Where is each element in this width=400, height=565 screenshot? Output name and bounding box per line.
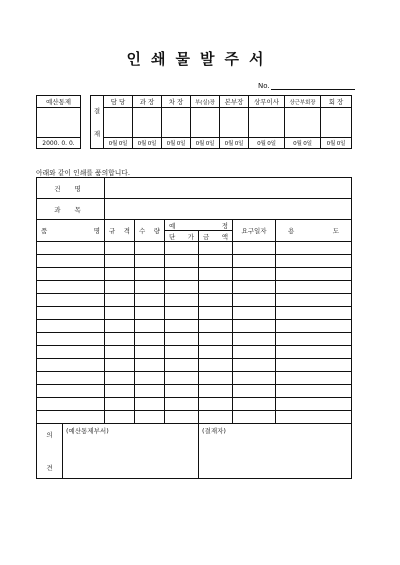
item-cell[interactable]	[37, 398, 105, 411]
document-number	[258, 82, 355, 90]
item-row	[37, 411, 352, 424]
item-cell[interactable]	[165, 398, 199, 411]
item-cell[interactable]	[165, 307, 199, 320]
item-cell[interactable]	[199, 294, 233, 307]
item-cell[interactable]	[105, 294, 135, 307]
item-cell[interactable]	[276, 307, 352, 320]
approver-opinion[interactable]	[199, 424, 352, 479]
item-cell[interactable]	[37, 359, 105, 372]
item-cell[interactable]	[276, 398, 352, 411]
item-cell[interactable]	[135, 242, 165, 255]
item-cell[interactable]	[165, 320, 199, 333]
item-cell[interactable]	[37, 411, 105, 424]
item-cell[interactable]	[276, 294, 352, 307]
document-title: 인쇄물발주서	[126, 50, 274, 68]
item-cell[interactable]	[135, 411, 165, 424]
item-cell[interactable]	[105, 242, 135, 255]
item-cell[interactable]	[276, 320, 352, 333]
item-cell[interactable]	[233, 346, 276, 359]
item-cell[interactable]	[37, 268, 105, 281]
approval-date-1: 0월 0일	[133, 138, 162, 149]
item-cell[interactable]	[105, 333, 135, 346]
approval-date-3: 0월 0일	[191, 138, 220, 149]
column-header-due-date: 요구일자	[233, 220, 276, 242]
item-cell[interactable]	[105, 411, 135, 424]
column-header-item: 품 명	[37, 220, 105, 242]
budget-dept-opinion[interactable]	[63, 424, 199, 479]
approval-position-6: 상근부회장	[285, 96, 321, 108]
approval-position-5: 상무이사	[249, 96, 285, 108]
document-number-blank[interactable]	[271, 82, 355, 90]
item-cell[interactable]	[199, 398, 233, 411]
item-cell[interactable]	[233, 242, 276, 255]
order-form-table	[36, 177, 352, 479]
item-cell[interactable]	[199, 320, 233, 333]
item-cell[interactable]	[199, 307, 233, 320]
item-cell[interactable]	[165, 255, 199, 268]
budget-control-label: 예산통제	[37, 96, 81, 108]
item-row	[37, 372, 352, 385]
approval-side-label	[91, 96, 104, 149]
item-row	[37, 268, 352, 281]
item-cell[interactable]	[199, 372, 233, 385]
subject-label: 건 명	[37, 178, 105, 199]
item-cell[interactable]	[105, 281, 135, 294]
item-cell[interactable]	[37, 346, 105, 359]
approval-signature-4[interactable]	[220, 108, 249, 138]
item-cell[interactable]	[135, 281, 165, 294]
item-cell[interactable]	[165, 281, 199, 294]
item-cell[interactable]	[135, 268, 165, 281]
item-row	[37, 398, 352, 411]
item-cell[interactable]	[233, 398, 276, 411]
item-cell[interactable]	[165, 372, 199, 385]
item-cell[interactable]	[199, 268, 233, 281]
item-cell[interactable]	[165, 333, 199, 346]
item-row	[37, 255, 352, 268]
column-header-qty: 수 량	[135, 220, 165, 242]
approval-date-4: 0월 0일	[220, 138, 249, 149]
item-cell[interactable]	[276, 268, 352, 281]
approval-signature-7[interactable]	[321, 108, 352, 138]
item-cell[interactable]	[233, 333, 276, 346]
item-cell[interactable]	[37, 385, 105, 398]
item-cell[interactable]	[37, 372, 105, 385]
item-cell[interactable]	[135, 385, 165, 398]
item-cell[interactable]	[105, 320, 135, 333]
subject-input[interactable]	[105, 178, 352, 199]
item-cell[interactable]	[233, 294, 276, 307]
account-input[interactable]	[105, 199, 352, 220]
item-cell[interactable]	[165, 268, 199, 281]
item-cell[interactable]	[199, 255, 233, 268]
item-cell[interactable]	[105, 372, 135, 385]
item-row	[37, 320, 352, 333]
approval-date-5: 0월 0일	[249, 138, 285, 149]
item-cell[interactable]	[135, 372, 165, 385]
approval-date-2: 0월 0일	[162, 138, 191, 149]
item-row	[37, 294, 352, 307]
budget-dept-label: (예산통제부서)	[66, 427, 109, 435]
item-cell[interactable]	[233, 411, 276, 424]
item-cell[interactable]	[37, 333, 105, 346]
item-cell[interactable]	[276, 385, 352, 398]
item-cell[interactable]	[37, 320, 105, 333]
item-cell[interactable]	[199, 281, 233, 294]
item-cell[interactable]	[37, 281, 105, 294]
approval-position-0: 담 당	[104, 96, 133, 108]
approval-signature-2[interactable]	[162, 108, 191, 138]
item-cell[interactable]	[105, 307, 135, 320]
opinion-label-bottom: 견	[46, 464, 53, 472]
item-cell[interactable]	[276, 411, 352, 424]
item-cell[interactable]	[105, 398, 135, 411]
item-row	[37, 242, 352, 255]
item-cell[interactable]	[37, 307, 105, 320]
item-row	[37, 385, 352, 398]
item-cell[interactable]	[199, 359, 233, 372]
approval-position-4: 본부장	[220, 96, 249, 108]
budget-control-date: 2000. 0. 0.	[37, 138, 81, 149]
item-cell[interactable]	[233, 281, 276, 294]
item-cell[interactable]	[276, 242, 352, 255]
item-cell[interactable]	[199, 242, 233, 255]
column-header-use: 용 도	[276, 220, 352, 242]
column-header-amount: 금 액	[199, 231, 233, 242]
item-cell[interactable]	[276, 281, 352, 294]
item-cell[interactable]	[276, 346, 352, 359]
item-cell[interactable]	[165, 346, 199, 359]
item-cell[interactable]	[135, 398, 165, 411]
intro-text: 아래와 같이 인쇄를 품의합니다.	[36, 169, 130, 177]
opinion-label	[37, 424, 63, 479]
item-cell[interactable]	[165, 294, 199, 307]
item-cell[interactable]	[165, 385, 199, 398]
budget-control-box	[36, 95, 81, 149]
approval-date-0: 0월 0일	[104, 138, 133, 149]
approval-box	[90, 95, 352, 149]
item-cell[interactable]	[165, 411, 199, 424]
item-cell[interactable]	[233, 359, 276, 372]
approval-signature-1[interactable]	[133, 108, 162, 138]
item-cell[interactable]	[135, 307, 165, 320]
column-header-budget: 예 정	[165, 220, 233, 231]
approval-signature-5[interactable]	[249, 108, 285, 138]
item-row	[37, 346, 352, 359]
approval-side-label-top: 결	[93, 107, 101, 115]
item-cell[interactable]	[165, 242, 199, 255]
approval-position-1: 과 장	[133, 96, 162, 108]
item-cell[interactable]	[233, 307, 276, 320]
column-header-spec: 규 격	[105, 220, 135, 242]
item-cell[interactable]	[135, 359, 165, 372]
approval-signature-0[interactable]	[104, 108, 133, 138]
item-cell[interactable]	[105, 255, 135, 268]
item-cell[interactable]	[135, 255, 165, 268]
approval-side-label-bottom: 재	[93, 130, 101, 138]
approval-position-7: 회 장	[321, 96, 352, 108]
approval-position-2: 차 장	[162, 96, 191, 108]
item-cell[interactable]	[105, 346, 135, 359]
item-cell[interactable]	[276, 372, 352, 385]
item-cell[interactable]	[276, 359, 352, 372]
column-header-unit-price: 단 가	[165, 231, 199, 242]
item-row	[37, 281, 352, 294]
item-cell[interactable]	[199, 346, 233, 359]
item-cell[interactable]	[37, 255, 105, 268]
item-cell[interactable]	[276, 255, 352, 268]
item-row	[37, 307, 352, 320]
budget-control-stamp-area[interactable]	[37, 108, 81, 138]
item-cell[interactable]	[165, 359, 199, 372]
item-cell[interactable]	[135, 346, 165, 359]
approver-label: (결재자)	[202, 427, 226, 435]
item-cell[interactable]	[233, 385, 276, 398]
item-cell[interactable]	[37, 242, 105, 255]
item-cell[interactable]	[135, 294, 165, 307]
item-row	[37, 333, 352, 346]
item-cell[interactable]	[233, 268, 276, 281]
item-cell[interactable]	[233, 372, 276, 385]
item-cell[interactable]	[276, 333, 352, 346]
item-cell[interactable]	[199, 385, 233, 398]
item-cell[interactable]	[199, 411, 233, 424]
account-label: 과 목	[37, 199, 105, 220]
item-cell[interactable]	[135, 320, 165, 333]
item-cell[interactable]	[105, 359, 135, 372]
approval-date-7: 0월 0일	[321, 138, 352, 149]
document-number-label: No.	[258, 82, 270, 90]
item-cell[interactable]	[233, 255, 276, 268]
item-cell[interactable]	[37, 294, 105, 307]
approval-signature-6[interactable]	[285, 108, 321, 138]
item-row	[37, 359, 352, 372]
opinion-label-top: 의	[46, 431, 53, 439]
approval-date-6: 0월 0일	[285, 138, 321, 149]
item-cell[interactable]	[199, 333, 233, 346]
approval-signature-3[interactable]	[191, 108, 220, 138]
item-cell[interactable]	[233, 320, 276, 333]
item-cell[interactable]	[105, 385, 135, 398]
approval-position-3: 부(실)장	[191, 96, 220, 108]
item-cell[interactable]	[135, 333, 165, 346]
item-cell[interactable]	[105, 268, 135, 281]
